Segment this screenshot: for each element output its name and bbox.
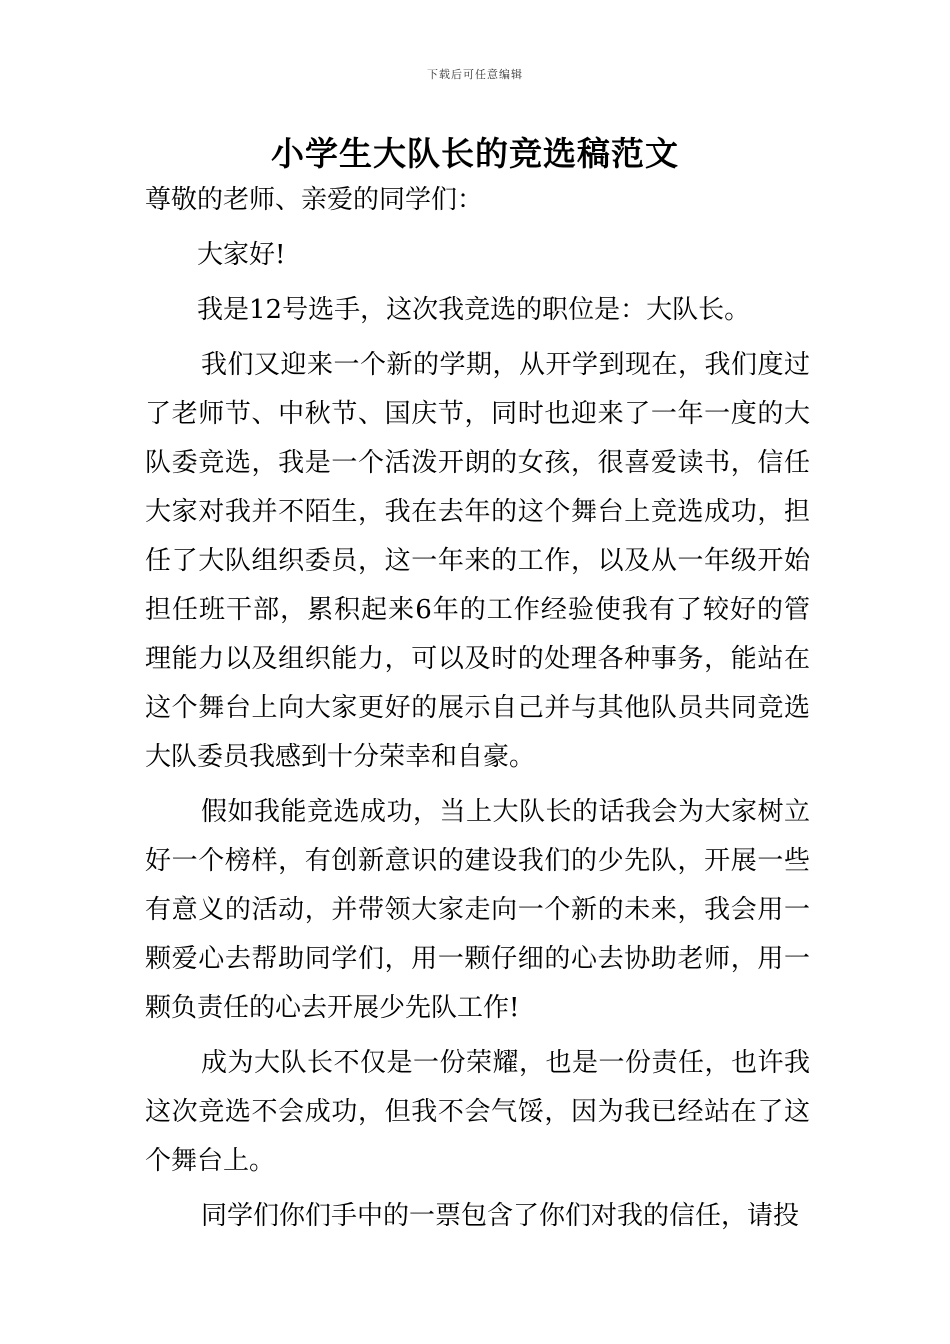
document-body [145, 176, 810, 1247]
paragraph-promise: 假如我能竞选成功，当上大队长的话我会为大家树立好一个榜样，有创新意识的建设我们的少先队，开展一些有意义的活动，并带领大家走向一个新的未来，我会用一颗爱心去帮助同学们，用一颗仔细的心去协助老师，用一颗负责任的心去开展少先队工作! [145, 797, 810, 1023]
paragraph-intro: 我是12号选手，这次我竞选的职位是：大队长。 [197, 295, 751, 325]
document-title: 小学生大队长的竞选稿范文 [271, 134, 679, 173]
paragraph-greeting: 大家好! [197, 240, 286, 270]
paragraph-responsibility: 成为大队长不仅是一份荣耀，也是一份责任，也许我这次竞选不会成功，但我不会气馁，因为我已经站在了这个舞台上。 [145, 1048, 810, 1176]
salutation: 尊敬的老师、亲爱的同学们： [145, 185, 484, 215]
header-note: 下载后可任意编辑 [427, 68, 523, 81]
paragraph-vote-request: 同学们你们手中的一票包含了你们对我的信任，请投 [201, 1201, 800, 1231]
paragraph-background: 我们又迎来一个新的学期，从开学到现在，我们度过了老师节、中秋节、国庆节，同时也迎来了一年一度的大队委竞选，我是一个活泼开朗的女孩，很喜爱读书，信任大家对我并不陌生，我在去年的这个舞台上竞选成功，担任了大队组织委员，这一年来的工作，以及从一年级开始担任班干部，累积起来6年的工作经验使我有了较好的管理能力以及组织能力，可以及时的处理各种事务，能站在这个舞台上向大家更好的展示自己并与其他队员共同竞选大队委员我感到十分荣幸和自豪。 [145, 350, 810, 772]
